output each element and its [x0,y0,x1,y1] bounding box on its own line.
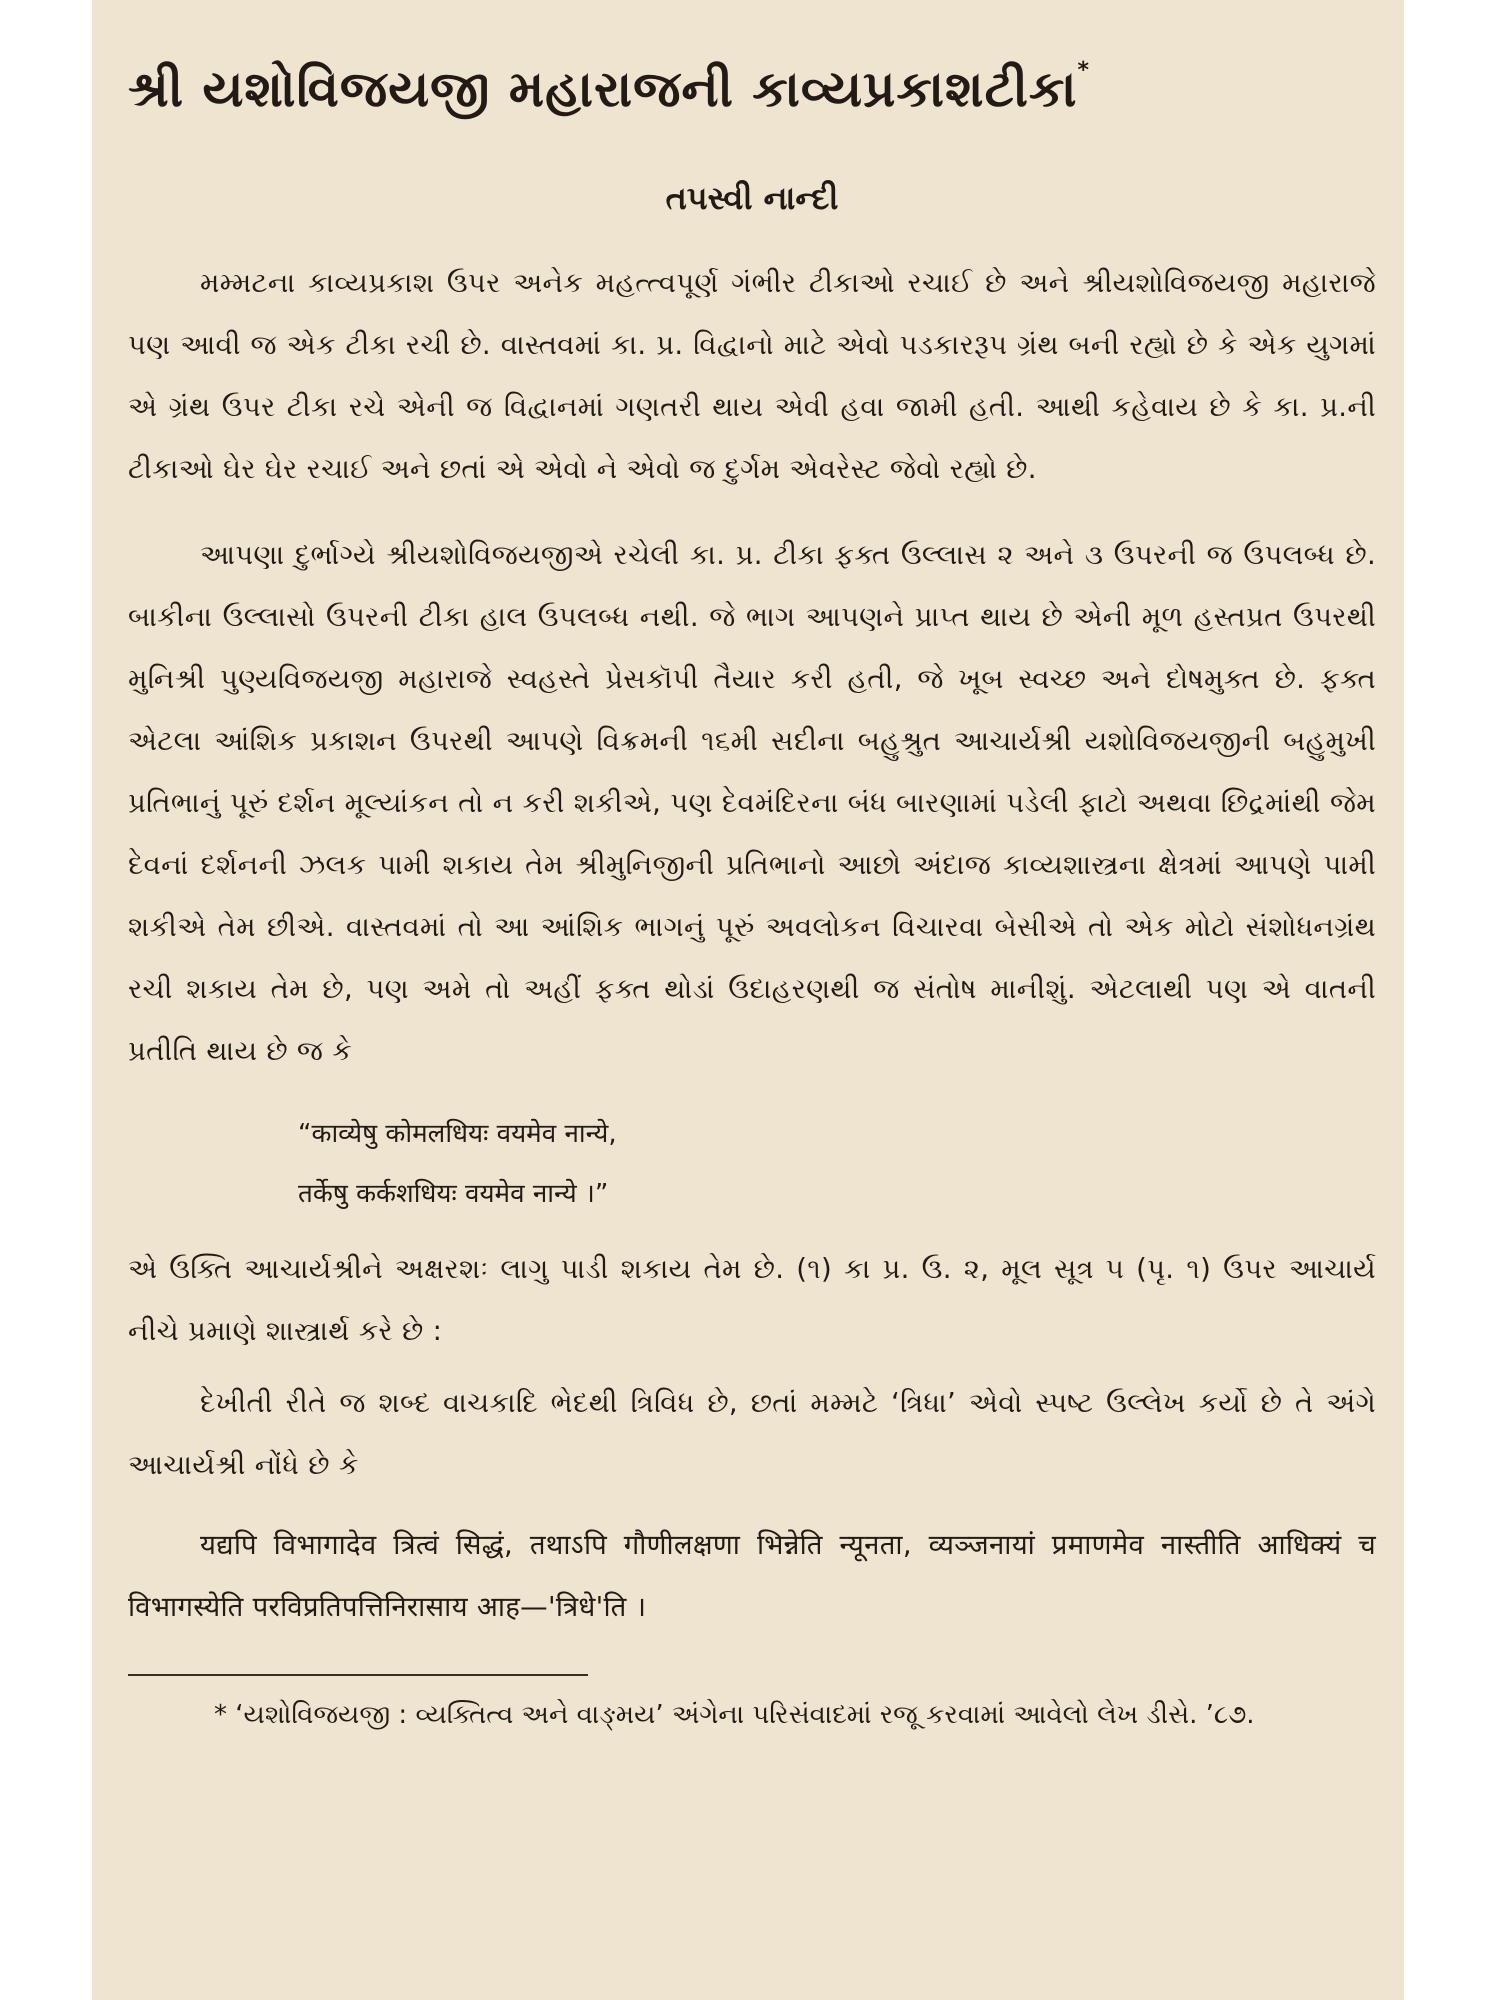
footnote-divider [128,1674,588,1676]
verse-line-1: “काव्येषु कोमलधियः वयमेव नान्ये, [298,1119,617,1149]
page-title [128,0,1376,132]
title-text: શ્રી યશોવિજયજી મહારાજની કાવ્યપ્રકાશટીકા [128,60,1078,118]
sanskrit-quote: यद्यपि विभागादेव त्रित्वं सिद्धं, तथाऽपि गौणीलक्षणा भिन्नेति न्यूनता, व्यञ्जनायां प्रमाणमेव नास्तीति आधिक्यं च विभागस्येति परविप्रतिपत्तिनिरासाय आह—'त्रिधे'ति । [128,1529,1376,1623]
footnote [214,1690,1376,1740]
paragraph-4: દેખીતી રીતે જ શબ્દ વાચકાદિ ભેદથી ત્રિવિધ છે, છતાં મમ્મટે ‘ત્રિધા’ એવો સ્પષ્ટ ઉલ્લેખ કર્યો છે તે અંગે આચાર્યશ્રી નોંધે છે કે [128,1387,1376,1481]
footnote-mark: * [214,1700,227,1730]
verse-line-2: तर्केषु कर्कशधियः वयमेव नान्ये ।” [298,1179,609,1209]
footnote-text: ‘યશોવિજયજી : વ્યક્તિત્વ અને વાઙ્મય’ અંગેના પરિસંવાદમાં રજૂ કરવામાં આવેલો લેખ ડીસે. ’૮૭. [235,1700,1255,1730]
paragraph-1: મમ્મટના કાવ્યપ્રકાશ ઉપર અનેક મહત્ત્વપૂર્ણ ગંભીર ટીકાઓ રચાઈ છે અને શ્રીયશોવિજયજી મહારાજે પણ આવી જ એક ટીકા રચી છે. વાસ્તવમાં કા. પ્ર. વિદ્વાનો માટે એવો પડકારરૂપ ગ્રંથ બની રહ્યો છે કે એક યુગમાં એ ગ્રંથ ઉપર ટીકા રચે એની જ વિદ્વાનમાં ગણતરી થાય એવી હવા જામી હતી. આથી કહેવાય છે કે કા. પ્ર.ની ટીકાઓ ઘેર ઘેર રચાઈ અને છતાં એ એવો ને એવો જ દુર્ગમ એવરેસ્ટ જેવો રહ્યો છે. [128,267,1376,485]
paragraph-2: આપણા દુર્ભાગ્યે શ્રીયશોવિજયજીએ રચેલી કા. પ્ર. ટીકા ફક્ત ઉલ્લાસ ૨ અને ૩ ઉપરની જ ઉપલબ્ધ છે. બાકીના ઉલ્લાસો ઉપરની ટીકા હાલ ઉપલબ્ધ નથી. જે ભાગ આપણને પ્રાપ્ત થાય છે એની મૂળ હસ્તપ્રત ઉપરથી મુનિશ્રી પુણ્યવિજયજી મહારાજે સ્વહસ્તે પ્રેસકૉપી તૈયાર કરી હતી, જે ખૂબ સ્વચ્છ અને દોષમુક્ત છે. ફક્ત એટલા આંશિક પ્રકાશન ઉપરથી આપણે વિક્રમની ૧૬મી સદીના બહુશ્રુત આચાર્યશ્રી યશોવિજયજીની બહુમુખી પ્રતિભાનું પૂરું દર્શન મૂલ્યાંકન તો ન કરી શકીએ, પણ દેવમંદિરના બંધ બારણામાં પડેલી ફાટો અથવા છિદ્રમાંથી જેમ દેવનાં દર્શનની ઝલક પામી શકાય તેમ શ્રીમુનિજીની પ્રતિભાનો આછો અંદાજ કાવ્યશાસ્ત્રના ક્ષેત્રમાં આપણે પામી શકીએ તેમ છીએ. વાસ્તવમાં તો આ આંશિક ભાગનું પૂરું અવલોકન વિચારવા બેસીએ તો એક મોટો સંશોધનગ્રંથ રચી શકાય તેમ છે, પણ અમે તો અહીં ફક્ત થોડાં ઉદાહરણથી જ સંતોષ માનીશું. એટલાથી પણ એ વાતની પ્રતીતિ થાય છે જ કે [128,539,1376,1067]
page [92,0,1404,2000]
paragraph-3: એ ઉક્તિ આચાર્યશ્રીને અક્ષરશઃ લાગુ પાડી શકાય તેમ છે. (૧) કા પ્ર. ઉ. ૨, મૂલ સૂત્ર ૫ (પૃ. ૧) ઉપર આચાર્ય નીચે પ્રમાણે શાસ્ત્રાર્થ કરે છે : [128,1253,1376,1347]
author-name: તપસ્વી નાન્દી [665,179,839,217]
title-footnote-mark: * [1077,58,1091,83]
verse-quote [298,1104,1376,1224]
